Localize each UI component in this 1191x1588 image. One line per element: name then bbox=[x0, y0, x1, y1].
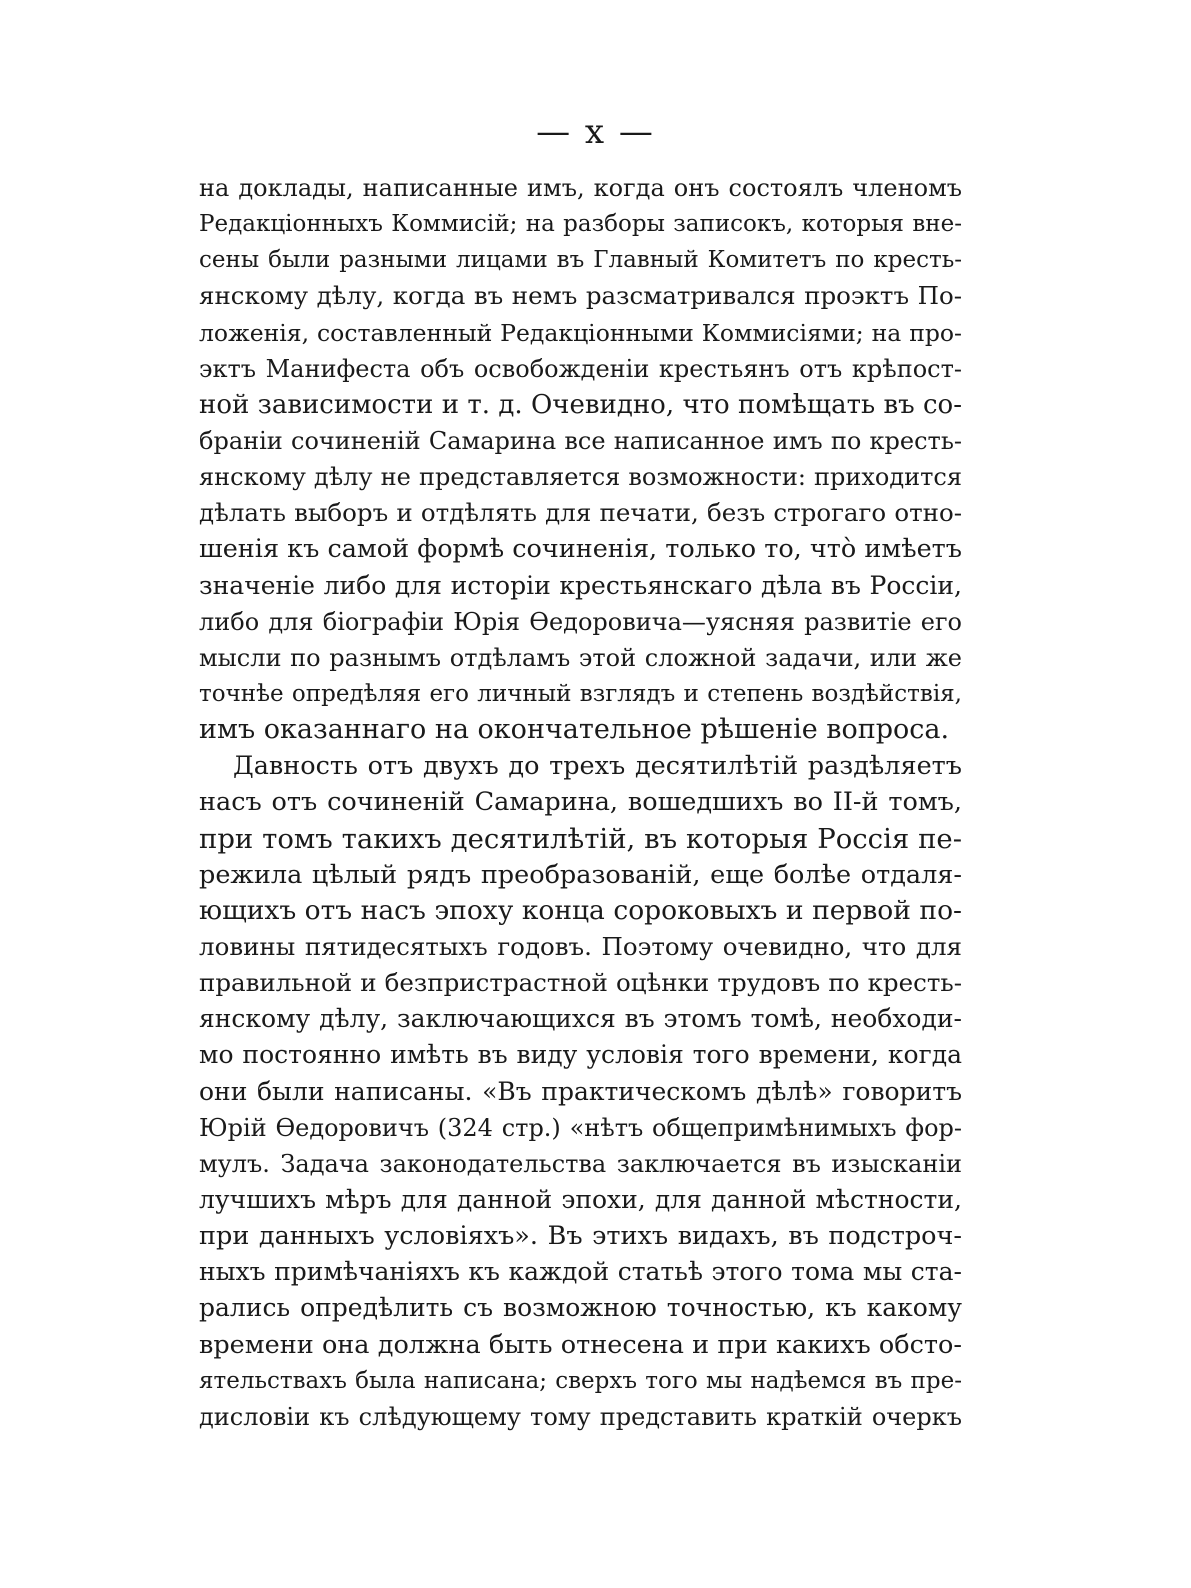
text-line: точнѣе опредѣляя его личный взглядъ и степень воздѣйствія, bbox=[199, 680, 962, 707]
text-line: сены были разными лицами въ Главный Комитетъ по кресть- bbox=[199, 247, 962, 274]
text-line: при томъ такихъ десятилѣтій, въ которыя Россія пе- bbox=[199, 822, 962, 855]
text-line-paragraph-start: Давность отъ двухъ до трехъ десятилѣтій раздѣляетъ bbox=[233, 751, 962, 782]
body-text bbox=[199, 170, 962, 1435]
text-line: значеніе либо для исторіи крестьянскаго дѣла въ Россіи, bbox=[199, 570, 962, 600]
text-line: правильной и безпристрастной оцѣнки трудовъ по кресть- bbox=[199, 968, 962, 998]
text-line: браніи сочиненій Самарина все написанное имъ по кресть- bbox=[199, 426, 962, 455]
text-line: они были написаны. «Въ практическомъ дѣлѣ» говоритъ bbox=[199, 1076, 962, 1106]
text-line: на доклады, написанные имъ, когда онъ состоялъ членомъ bbox=[199, 174, 962, 202]
text-line: насъ отъ сочиненій Самарина, вошедшихъ во II-й томъ, bbox=[199, 787, 962, 818]
page-number-header: — x — bbox=[536, 112, 655, 152]
text-line: мысли по разнымъ отдѣламъ этой сложной задачи, или же bbox=[199, 643, 962, 672]
text-line: лучшихъ мѣръ для данной эпохи, для данной мѣстности, bbox=[199, 1184, 962, 1214]
text-line: Юрій Ѳедоровичъ (324 стр.) «нѣтъ общепримѣнимыхъ фор- bbox=[199, 1113, 962, 1142]
text-line: эктъ Манифеста объ освобожденіи крестьянъ отъ крѣпост- bbox=[199, 354, 962, 383]
text-line-paragraph-end: имъ оказаннаго на окончательное рѣшеніе вопроса. bbox=[199, 714, 950, 746]
text-line: дѣлать выборъ и отдѣлять для печати, безъ строгаго отно- bbox=[199, 498, 962, 528]
text-line: времени она должна быть отнесена и при какихъ обсто- bbox=[199, 1329, 962, 1360]
text-line: мо постоянно имѣть въ виду условія того времени, когда bbox=[199, 1040, 962, 1070]
text-line: дисловіи къ слѣдующему тому представить краткій очеркъ bbox=[199, 1402, 962, 1431]
text-line: режила цѣлый рядъ преобразованій, еще болѣе отдаля- bbox=[199, 859, 962, 890]
text-line: янскому дѣлу, заключающихся въ этомъ томѣ, необходи- bbox=[199, 1004, 962, 1034]
text-line: ной зависимости и т. д. Очевидно, что помѣщать въ со- bbox=[199, 389, 962, 420]
text-line: ложенія, составленный Редакціонными Коммисіями; на про- bbox=[199, 318, 962, 347]
text-line: ловины пятидесятыхъ годовъ. Поэтому очевидно, что для bbox=[199, 931, 962, 961]
text-line: шенія къ самой формѣ сочиненія, только то, что̀ имѣетъ bbox=[199, 534, 962, 565]
text-line: янскому дѣлу, когда въ немъ разсматривался проэктъ По- bbox=[199, 281, 962, 311]
text-line: ятельствахъ была написана; сверхъ того мы надѣемся въ пре- bbox=[199, 1367, 962, 1394]
text-line: мулъ. Задача законодательства заключается въ изысканіи bbox=[199, 1149, 962, 1178]
text-line: янскому дѣлу не представляется возможности: приходится bbox=[199, 463, 962, 492]
text-line: при данныхъ условіяхъ». Въ этихъ видахъ, въ подстроч- bbox=[199, 1221, 962, 1252]
text-line: либо для біографіи Юрія Ѳедоровича—уясняя развитіе его bbox=[199, 607, 962, 636]
text-line: ныхъ примѣчаніяхъ къ каждой статьѣ этого тома мы ста- bbox=[199, 1257, 962, 1287]
text-line: ющихъ отъ насъ эпоху конца сороковыхъ и первой по- bbox=[199, 894, 962, 926]
text-line: рались опредѣлить съ возможною точностью, къ какому bbox=[199, 1293, 962, 1323]
text-line: Редакціонныхъ Коммисій; на разборы записокъ, которыя вне- bbox=[199, 211, 962, 238]
